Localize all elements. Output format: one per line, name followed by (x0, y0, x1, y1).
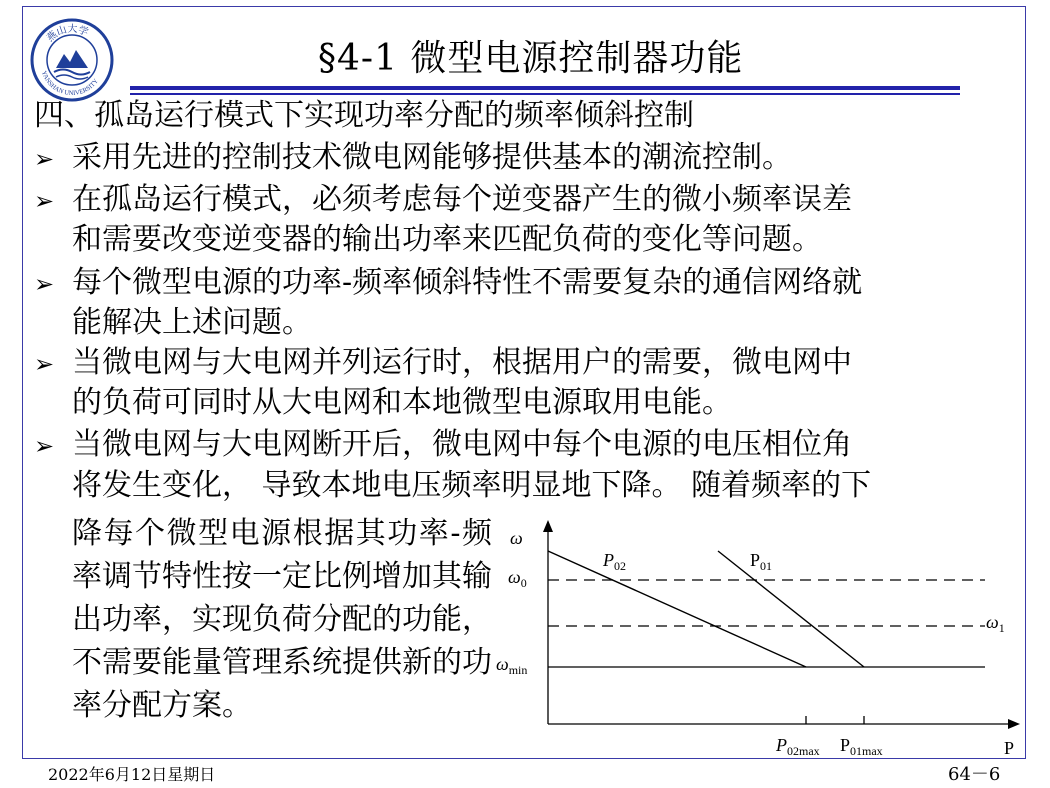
bullet-item: ➢ 当微电网与大电网并列运行时，根据用户的需要，微电网中 (34, 343, 852, 384)
p01-droop-line (718, 551, 864, 667)
bullet-item: ➢ 每个微型电源的功率-频率倾斜特性不需要复杂的通信网络就 (34, 263, 862, 304)
bullet-item: ➢ 采用先进的控制技术微电网能够提供基本的潮流控制。 (34, 138, 792, 179)
p02max-tick-label: $P_{02max}$ (776, 735, 820, 758)
y-axis-arrowhead (543, 520, 553, 532)
logo-latin-text: YANSHAN UNIVERSITY (40, 70, 100, 98)
p-axis-label: P (1004, 738, 1015, 758)
p01-series-label: $P_{01}$ (750, 550, 773, 573)
arrow-bullet-icon: ➢ (34, 350, 55, 378)
bullet-item: ➢ 当微电网与大电网断开后，微电网中每个电源的电压相位角 (34, 425, 852, 466)
omega0-label: $\omega_0$ (508, 567, 527, 590)
section-heading: 四、孤岛运行模式下实现功率分配的频率倾斜控制 (34, 98, 694, 133)
arrow-bullet-icon: ➢ (34, 432, 55, 460)
bullet-continuation: 将发生变化， 导致本地电压频率明显地下降。 随着频率的下 (72, 468, 872, 503)
bullet-continuation: 的负荷可同时从大电网和本地微型电源取用电能。 (72, 385, 732, 420)
omega-axis-label: ω (510, 528, 523, 548)
bullet-item: ➢ 在孤岛运行模式，必须考虑每个逆变器产生的微小频率误差 (34, 180, 852, 221)
arrow-bullet-icon: ➢ (34, 270, 55, 298)
omega1-label: $\omega_1$ (986, 612, 1005, 635)
omegamin-label: $\omega_{min}$ (496, 654, 528, 677)
p02-series-label: $P_{02}$ (603, 550, 626, 573)
footer-page-number: 64－6 (948, 764, 1001, 785)
body-paragraph: 降每个微型电源根据其功率-频率调节特性按一定比例增加其输出功率，实现负荷分配的功能，不需要能量管理系统提供新的功率分配方案。 (72, 516, 492, 723)
arrow-bullet-icon: ➢ (34, 145, 55, 173)
p01max-tick-label: $P_{01max}$ (840, 735, 883, 758)
bullet-continuation: 和需要改变逆变器的输出功率来匹配负荷的变化等问题。 (72, 222, 822, 257)
footer-date: 2022年6月12日星期日 (48, 765, 216, 784)
arrow-bullet-icon: ➢ (34, 187, 55, 215)
bullet-continuation: 能解决上述问题。 (72, 305, 312, 340)
x-axis-arrowhead (1008, 719, 1020, 729)
logo-arc-text: 燕山大学 (44, 23, 90, 45)
page-title: §4-1 微型电源控制器功能 (318, 38, 744, 79)
